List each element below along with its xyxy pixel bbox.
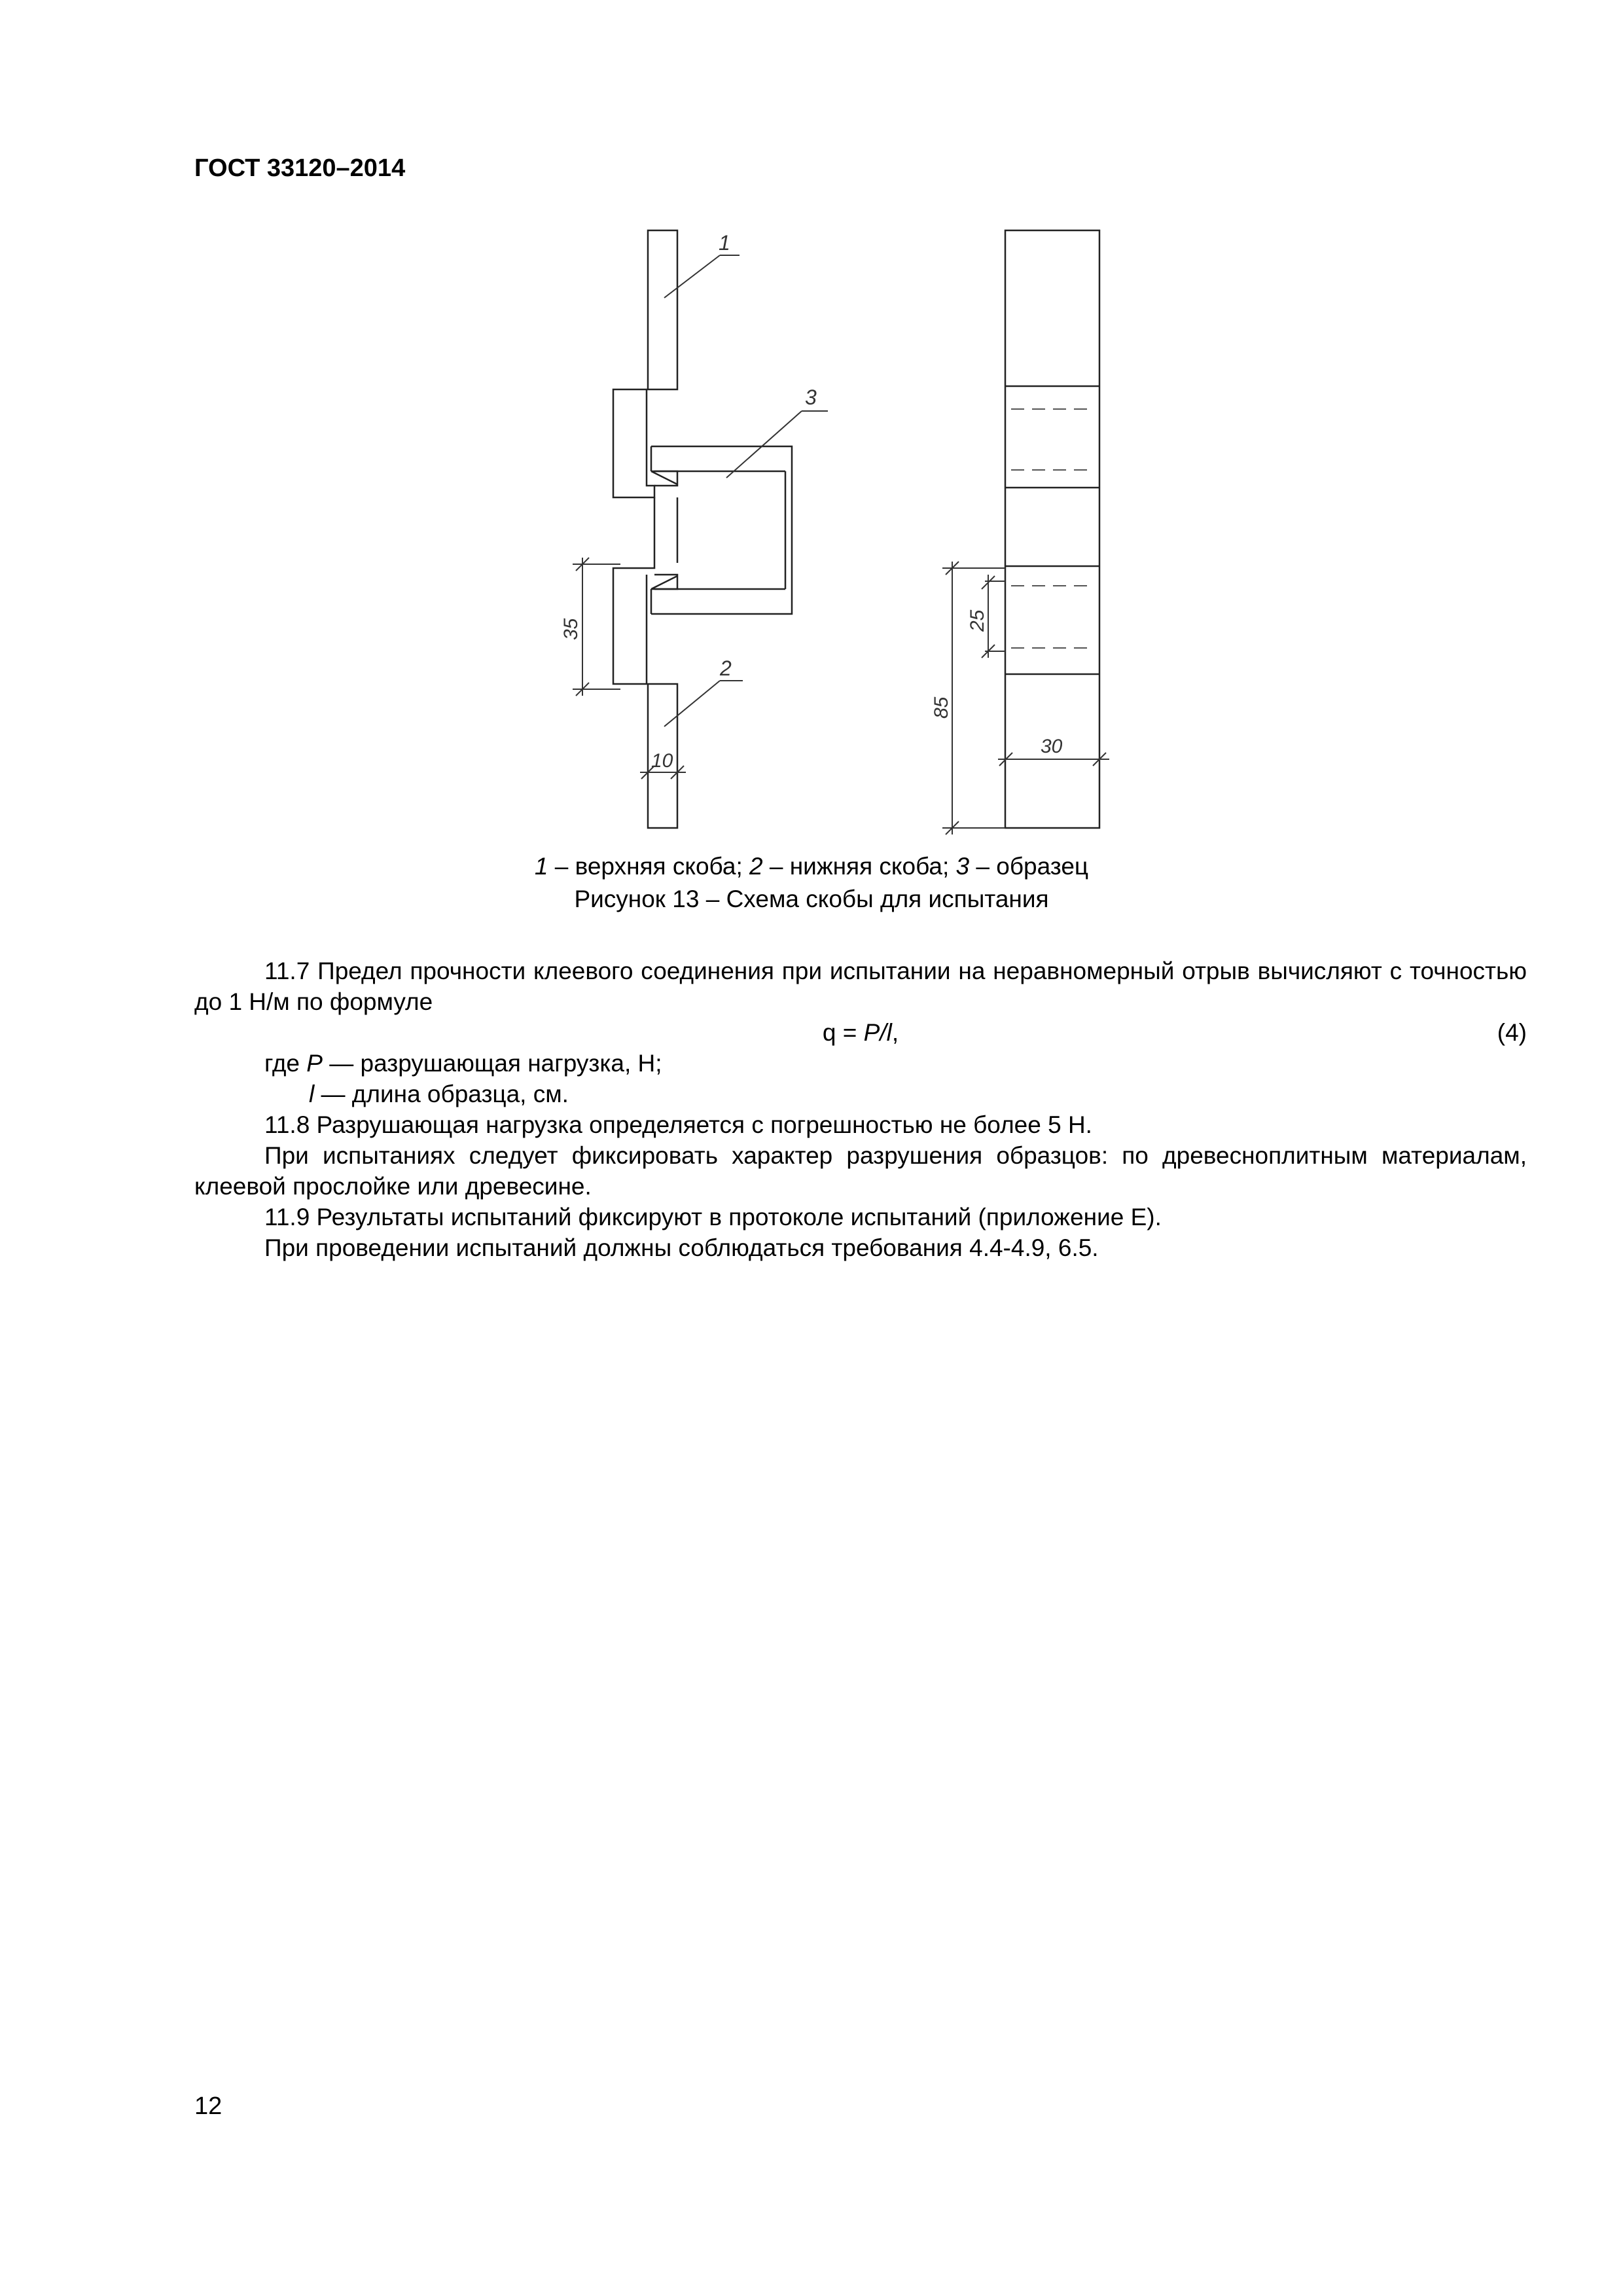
legend-n1: 1	[534, 853, 548, 880]
paragraph-11-7: 11.7 Предел прочности клеевого соединения при испытании на неравномерный отрыв вычисляют с точностью до 1 Н/м по формуле	[194, 958, 1527, 1015]
dimension-25: 25	[967, 609, 988, 632]
equation-number: (4)	[1497, 1019, 1527, 1046]
figure-13-bracket-scheme	[537, 223, 1165, 844]
symbol-l: l	[309, 1081, 315, 1107]
legend-t3: – образец	[969, 853, 1089, 880]
upper-bracket-outline	[613, 230, 677, 497]
bracket-drawing	[537, 223, 1165, 844]
paragraph-requirements: При проведении испытаний должны соблюдаться требования 4.4-4.9, 6.5.	[264, 1234, 1099, 1261]
label-lower-bracket: 2	[720, 656, 732, 680]
document-code-header: ГОСТ 33120–2014	[194, 154, 406, 182]
symbol-P: P	[306, 1050, 323, 1077]
formula-lhs: q =	[822, 1019, 864, 1046]
legend-t2: – нижняя скоба;	[762, 853, 956, 880]
formula-row	[194, 1017, 1527, 1048]
body-text	[194, 956, 1527, 1263]
label-upper-bracket: 1	[719, 231, 730, 255]
lower-bracket-outline	[613, 563, 677, 828]
dimension-85: 85	[931, 696, 952, 719]
where-P	[194, 1048, 1527, 1079]
dimension-10: 10	[651, 750, 673, 772]
figure-caption: Рисунок 13 – Схема скобы для испытания	[574, 886, 1049, 912]
figure-legend	[0, 851, 1623, 882]
paragraph-11-9: 11.9 Результаты испытаний фиксируют в протоколе испытаний (приложение Е).	[264, 1204, 1162, 1230]
where-l-text: — длина образца, см.	[314, 1081, 569, 1107]
formula	[194, 1017, 1527, 1048]
formula-tail: ,	[891, 1019, 899, 1046]
page-number: 12	[194, 2092, 223, 2120]
formula-rhs: P/l	[863, 1019, 892, 1046]
dimension-35: 35	[560, 618, 582, 640]
where-l	[194, 1079, 1527, 1109]
dimension-30: 30	[1041, 736, 1063, 757]
legend-n3: 3	[955, 853, 970, 880]
paragraph-fix: При испытаниях следует фиксировать характер разрушения образцов: по древесноплитным материалам, клеевой прослойке или древесине.	[194, 1142, 1527, 1200]
legend-t1: – верхняя скоба;	[548, 853, 750, 880]
paragraph-11-8: 11.8 Разрушающая нагрузка определяется с погрешностью не более 5 Н.	[264, 1111, 1092, 1138]
where-prefix: где	[264, 1050, 307, 1077]
where-P-text: — разрушающая нагрузка, Н;	[322, 1050, 662, 1077]
label-sample: 3	[805, 386, 817, 409]
legend-n2: 2	[749, 853, 763, 880]
